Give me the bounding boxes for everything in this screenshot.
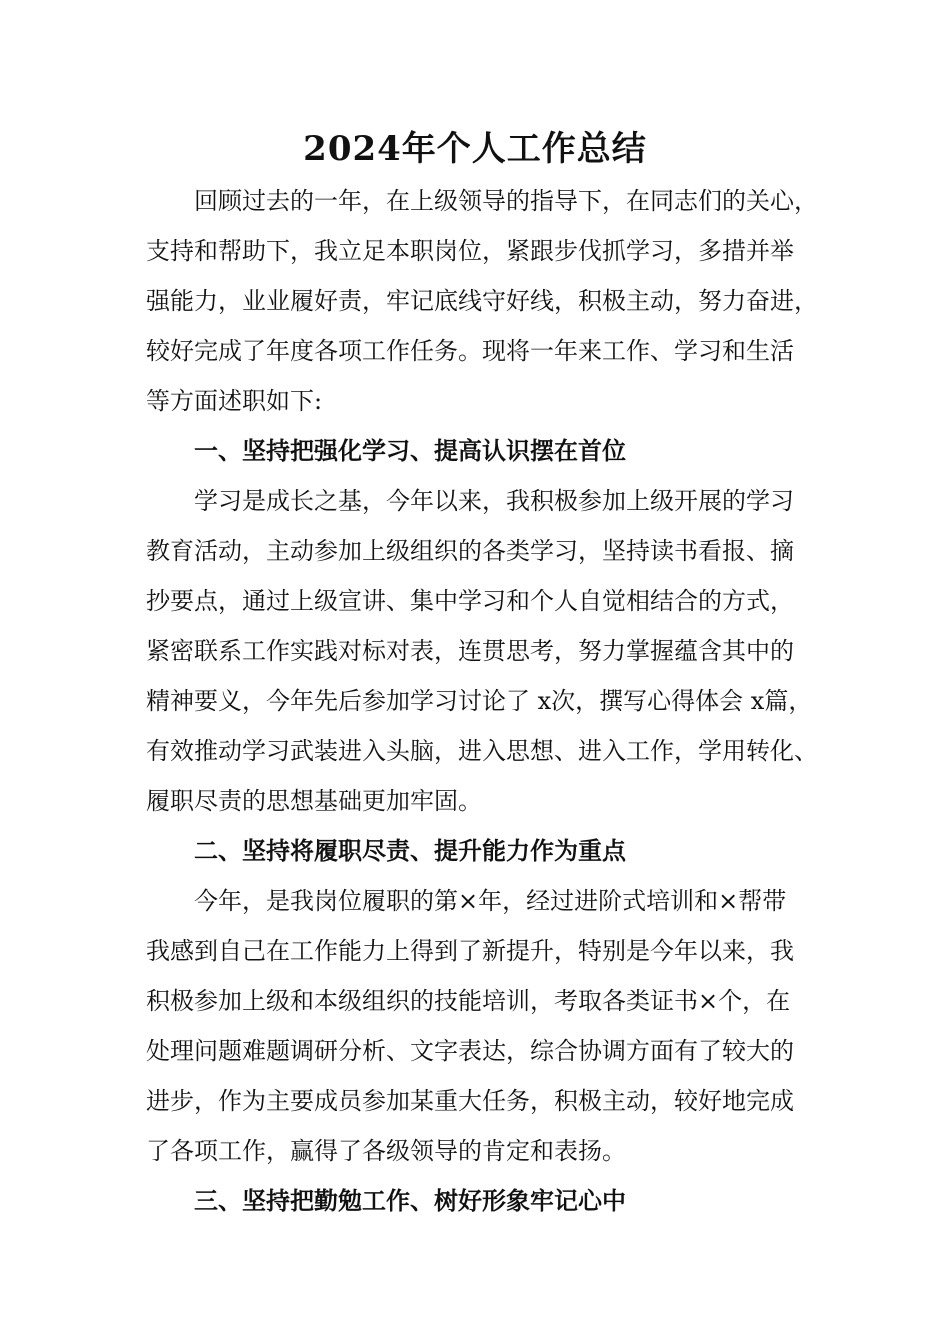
paragraph-line: 较好完成了年度各项工作任务。现将一年来工作、学习和生活 <box>146 337 794 365</box>
paragraph-line: 学习是成长之基，今年以来，我积极参加上级开展的学习 <box>194 487 794 515</box>
paragraph-line: 抄要点，通过上级宣讲、集中学习和个人自觉相结合的方式， <box>146 587 794 615</box>
paragraph-line: 了各项工作，赢得了各级领导的肯定和表扬。 <box>146 1137 626 1165</box>
paragraph-line: 进步，作为主要成员参加某重大任务，积极主动，较好地完成 <box>146 1087 794 1115</box>
section-heading: 一、坚持把强化学习、提高认识摆在首位 <box>194 436 626 465</box>
paragraph-line: 精神要义，今年先后参加学习讨论了 x次，撰写心得体会 x篇， <box>146 687 813 715</box>
paragraph-line: 支持和帮助下，我立足本职岗位，紧跟步伐抓学习，多措并举 <box>146 237 794 265</box>
section-heading: 三、坚持把勤勉工作、树好形象牢记心中 <box>194 1186 626 1215</box>
paragraph-line: 处理问题难题调研分析、文字表达，综合协调方面有了较大的 <box>146 1037 794 1065</box>
paragraph-line: 教育活动，主动参加上级组织的各类学习，坚持读书看报、摘 <box>146 537 794 565</box>
paragraph-line: 强能力，业业履好责，牢记底线守好线，积极主动，努力奋进， <box>146 287 818 315</box>
paragraph-line: 有效推动学习武装进入头脑，进入思想、进入工作，学用转化、 <box>146 737 818 765</box>
paragraph-line: 积极参加上级和本级组织的技能培训，考取各类证书×个，在 <box>146 987 791 1015</box>
document-title: 2024年个人工作总结 <box>303 129 647 169</box>
paragraph-line: 履职尽责的思想基础更加牢固。 <box>146 787 482 815</box>
paragraph-line: 今年，是我岗位履职的第×年，经过进阶式培训和×帮带 <box>194 887 787 915</box>
paragraph-line: 等方面述职如下: <box>146 387 323 415</box>
section-heading: 二、坚持将履职尽责、提升能力作为重点 <box>194 836 626 865</box>
paragraph-line: 我感到自己在工作能力上得到了新提升，特别是今年以来，我 <box>146 937 794 965</box>
paragraph-line: 回顾过去的一年，在上级领导的指导下，在同志们的关心， <box>194 187 818 215</box>
paragraph-line: 紧密联系工作实践对标对表，连贯思考，努力掌握蕴含其中的 <box>146 637 794 665</box>
